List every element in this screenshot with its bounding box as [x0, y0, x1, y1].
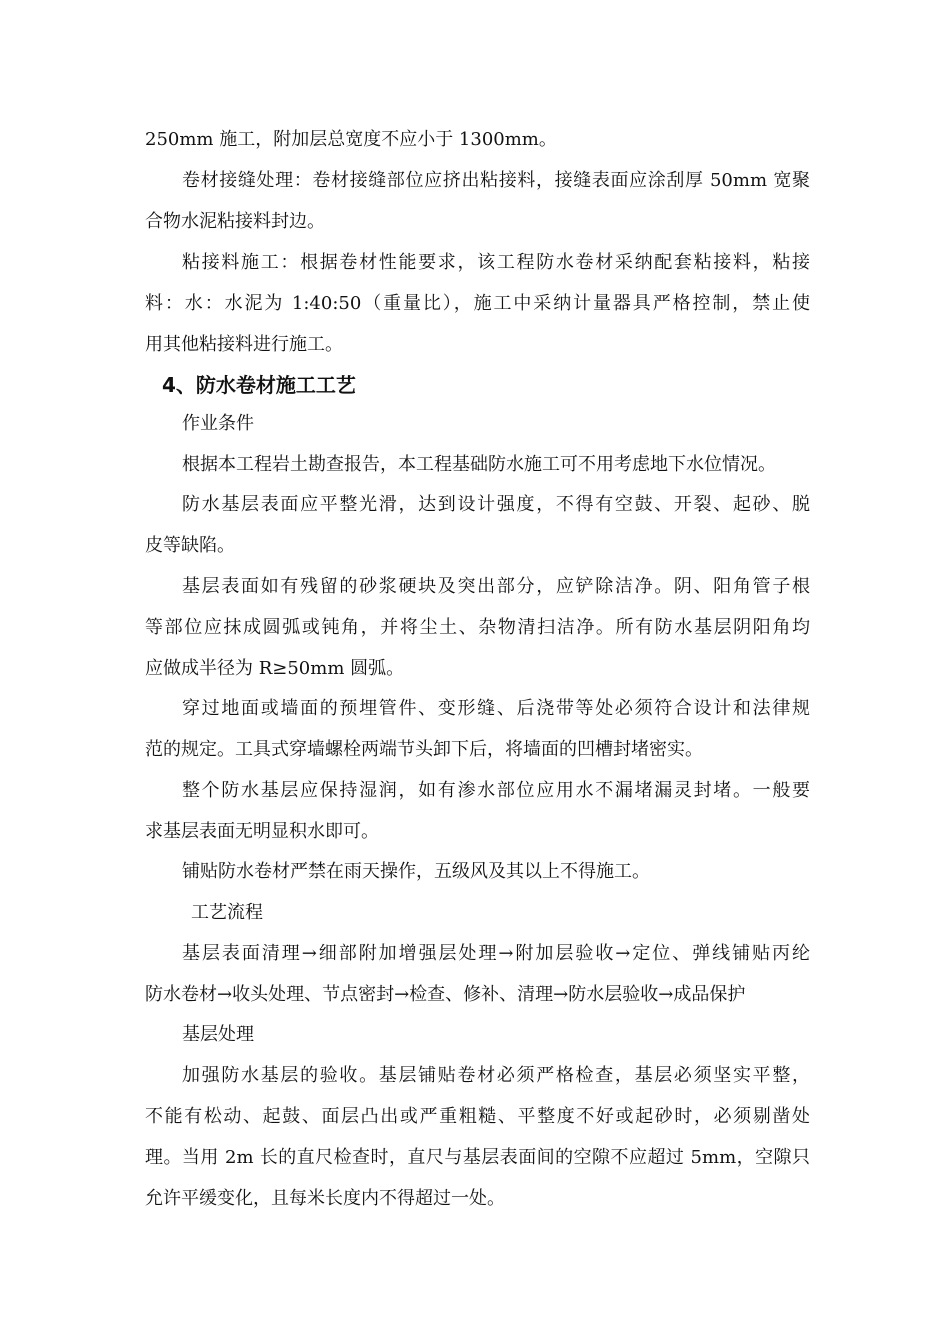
paragraph-line: 等部位应抹成圆弧或钝角，并将尘土、杂物清扫洁净。所有防水基层阴阳角均 — [145, 617, 810, 638]
paragraph-line: 防水基层表面应平整光滑，达到设计强度，不得有空鼓、开裂、起砂、脱 — [182, 494, 810, 515]
paragraph-line: 基层表面如有残留的砂浆硬块及突出部分，应铲除洁净。阴、阳角管子根 — [182, 576, 810, 597]
paragraph-line: 基层表面清理→细部附加增强层处理→附加层验收→定位、弹线铺贴丙纶 — [182, 943, 810, 964]
paragraph-line: 穿过地面或墙面的预埋管件、变形缝、后浇带等处必须符合设计和法律规 — [182, 698, 810, 719]
paragraph-line: 范的规定。工具式穿墙螺栓两端节头卸下后，将墙面的凹槽封堵密实。 — [145, 739, 703, 760]
paragraph-line: 不能有松动、起鼓、面层凸出或严重粗糙、平整度不好或起砂时，必须剔凿处 — [145, 1106, 810, 1127]
paragraph-line: 整个防水基层应保持湿润，如有渗水部位应用水不漏堵漏灵封堵。一般要 — [182, 780, 810, 801]
paragraph-line: 应做成半径为 R≥50mm 圆弧。 — [145, 658, 405, 679]
subheading: 作业条件 — [182, 413, 254, 434]
paragraph-line: 防水卷材→收头处理、节点密封→检查、修补、清理→防水层验收→成品保护 — [145, 984, 746, 1005]
paragraph-line: 铺贴防水卷材严禁在雨天操作，五级风及其以上不得施工。 — [182, 861, 650, 882]
paragraph-line: 卷材接缝处理：卷材接缝部位应挤出粘接料，接缝表面应涂刮厚 50mm 宽聚 — [182, 170, 810, 191]
paragraph-line: 料：水：水泥为 1:40:50（重量比），施工中采纳计量器具严格控制，禁止使 — [145, 293, 810, 314]
paragraph-line: 加强防水基层的验收。基层铺贴卷材必须严格检查，基层必须坚实平整， — [182, 1065, 810, 1086]
paragraph-line: 理。当用 2m 长的直尺检查时，直尺与基层表面间的空隙不应超过 5mm，空隙只 — [145, 1147, 810, 1168]
subheading: 工艺流程 — [191, 902, 263, 923]
paragraph-line: 合物水泥粘接料封边。 — [145, 211, 325, 232]
subheading: 基层处理 — [182, 1024, 254, 1045]
paragraph-line: 250mm 施工，附加层总宽度不应小于 1300mm。 — [145, 129, 557, 150]
paragraph-line: 用其他粘接料进行施工。 — [145, 334, 343, 355]
paragraph-line: 允许平缓变化，且每米长度内不得超过一处。 — [145, 1188, 505, 1209]
paragraph-line: 根据本工程岩土勘查报告，本工程基础防水施工可不用考虑地下水位情况。 — [182, 454, 776, 475]
section-heading: 4、防水卷材施工工艺 — [162, 373, 356, 397]
paragraph-line: 求基层表面无明显积水即可。 — [145, 821, 379, 842]
paragraph-line: 皮等缺陷。 — [145, 535, 235, 556]
paragraph-line: 粘接料施工：根据卷材性能要求，该工程防水卷材采纳配套粘接料，粘接 — [182, 252, 810, 273]
